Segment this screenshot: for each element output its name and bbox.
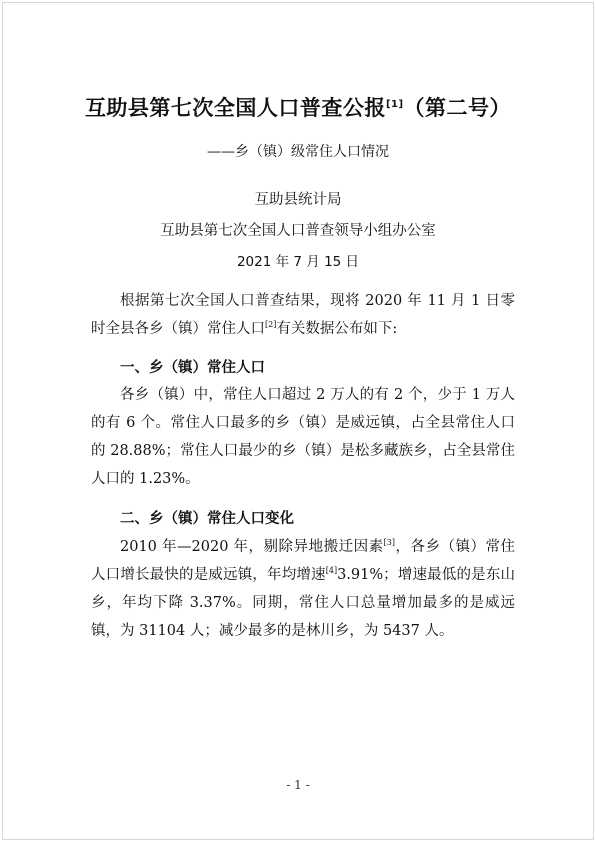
document-subtitle: ——乡（镇）级常住人口情况	[207, 144, 389, 160]
intro-note-mark[interactable]: [2]	[265, 320, 277, 330]
page-number: - 1 -	[286, 778, 310, 792]
title-note-mark[interactable]: [1]	[385, 99, 404, 110]
issuer-census-office: 互助县第七次全国人口普查领导小组办公室	[160, 223, 436, 239]
intro-paragraph	[91, 287, 515, 343]
section2-heading: 二、乡（镇）常住人口变化	[120, 511, 294, 527]
section2-paragraph	[91, 533, 515, 645]
document-title	[0, 92, 596, 122]
section2-note-mark-b[interactable]: [4]	[325, 566, 338, 576]
publish-date: 2021 年 7 月 15 日	[236, 254, 360, 270]
section2-text-a: 2010 年—2020 年，剔除异地搬迁因素	[120, 539, 384, 555]
section1-heading: 一、乡（镇）常住人口	[120, 360, 265, 376]
title-suffix: （第二号）	[403, 96, 512, 120]
title-text: 互助县第七次全国人口普查公报	[84, 96, 386, 120]
intro-text-a: 根据第七次全国人口普查结果，现将 2020 年 11 月 1 日零时全县各乡（镇）常住人口	[91, 293, 515, 337]
issuer-statistics-bureau: 互助县统计局	[254, 192, 342, 208]
section2-note-mark-a[interactable]: [3]	[383, 538, 395, 548]
section2-text-c: 3.91%；增速最低的是东山乡，年均下降 3.37%。同期，常住人口总量增加最多的是威远镇，为 31104 人；减少最多的是林川乡，为 5437 人。	[91, 567, 516, 639]
section1-paragraph: 各乡（镇）中，常住人口超过 2 万人的有 2 个，少于 1 万人的有 6 个。常住人口最多的乡（镇）是威远镇，占全县常住人口的 28.88%；常住人口最少的乡（镇）是松多藏族乡，占全县常住人口的 1.23%。	[91, 387, 515, 487]
intro-text-b: 有关数据公布如下:	[276, 321, 398, 337]
section2-text-b: ，各乡（镇）常住人口增长最快的是威远镇，年均增速	[91, 539, 516, 583]
